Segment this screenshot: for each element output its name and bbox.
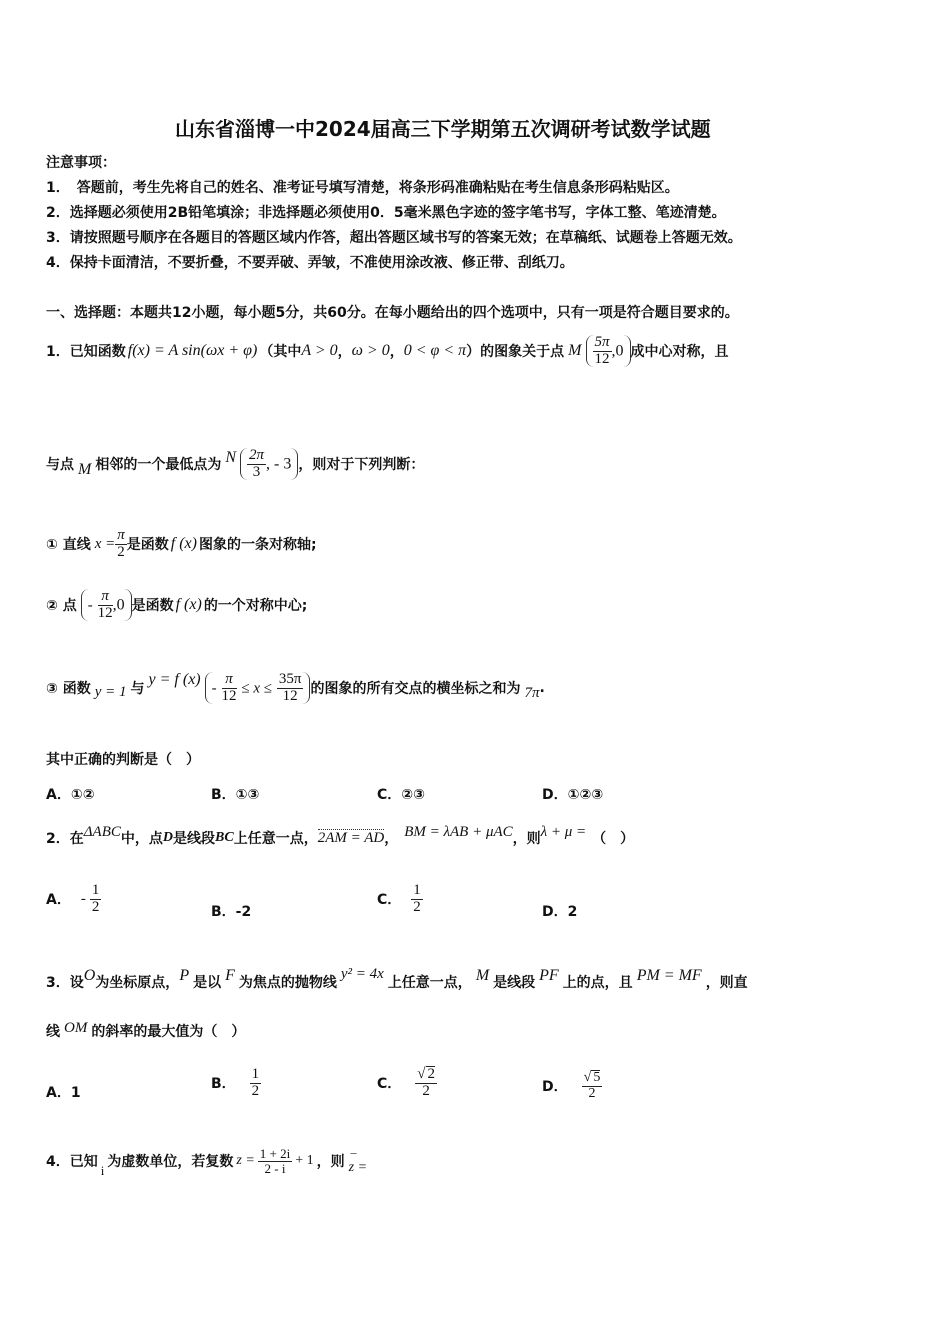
q1-ask: 其中正确的判断是（ ）: [46, 752, 200, 768]
denominator: 12: [221, 687, 237, 704]
q2-number: 2．在: [46, 831, 84, 847]
text: 为焦点的抛物线: [238, 975, 337, 991]
label: A．: [46, 892, 71, 908]
numerator: 35π: [278, 670, 302, 687]
text: 为虚数单位，若复数: [107, 1154, 234, 1170]
text: ，则: [512, 831, 541, 847]
equation: y = 1: [94, 683, 127, 700]
q2-option-c[interactable]: [377, 876, 423, 922]
text: ）的图象关于点: [466, 344, 565, 360]
q4-number: 4．已知: [46, 1154, 98, 1170]
line-om: OM: [64, 1019, 88, 1036]
text: ，: [384, 831, 399, 847]
fraction: [415, 1066, 437, 1100]
fraction: [115, 528, 127, 561]
point-f: F: [225, 967, 235, 984]
fraction: [222, 672, 237, 705]
denominator: 2: [91, 898, 100, 915]
q1-cond-omega: ω > 0: [351, 342, 390, 359]
text: 与: [130, 681, 145, 697]
label: B．: [211, 1076, 236, 1092]
radicand: 5: [593, 1070, 601, 1086]
triangle: ΔABC: [83, 823, 121, 840]
notice-item: 1． 答题前，考生先将自己的姓名、准考证号填写清楚，将条形码准确粘贴在考生信息条形码粘贴区。: [46, 180, 679, 196]
vector-equation-1: 2AM = AD: [317, 830, 385, 846]
q1-statement-3: [46, 664, 545, 712]
text: 的图象的所有交点的横坐标之和为: [310, 681, 521, 697]
text: -: [80, 890, 86, 907]
fraction: [250, 1067, 262, 1100]
point-m: M: [78, 461, 92, 478]
numerator: π: [98, 589, 113, 606]
text: 线: [46, 1024, 60, 1040]
imaginary-unit: i: [100, 1163, 105, 1178]
q4-stem: [46, 1138, 367, 1184]
text: 图象的一条对称轴;: [198, 537, 317, 553]
denominator: 2: [413, 898, 421, 915]
q3-option-a[interactable]: A．1: [46, 1085, 81, 1101]
text: 上的点，且: [562, 975, 633, 991]
numerator: 1: [251, 1065, 260, 1082]
point-n-coords: [240, 448, 298, 481]
text: , - 3: [266, 455, 292, 472]
text: 成中心对称，且: [630, 344, 729, 360]
text: 是线段: [493, 975, 536, 991]
equation: x =: [94, 535, 116, 552]
option-d[interactable]: D．①②③: [542, 787, 604, 803]
text: ，: [389, 344, 404, 360]
fraction: [277, 672, 304, 705]
text: ，则对于下列判断：: [298, 457, 425, 473]
text: 相邻的一个最低点为: [95, 457, 222, 473]
text: （其中: [259, 344, 302, 360]
function: f (x): [175, 596, 202, 613]
sqrt-numerator: √ 5: [583, 1070, 601, 1086]
option-a[interactable]: A．①②: [46, 787, 95, 803]
vector-equation-2: BM = λAB + μAC: [404, 823, 513, 840]
label: C．: [377, 1076, 402, 1092]
fraction: [411, 883, 423, 916]
fraction: [582, 1070, 603, 1101]
point-d: D: [162, 830, 174, 845]
text: ≤ x ≤: [241, 680, 272, 696]
numerator: 2π: [249, 446, 265, 463]
text: 上任意一点，: [233, 831, 318, 847]
notice-item: 2．选择题必须使用2B铅笔填涂；非选择题必须使用0．5毫米黑色字迹的签字笔书写，字体工整、笔迹清楚。: [46, 205, 726, 221]
text: ,0: [112, 596, 125, 613]
segment-bc: BC: [215, 830, 234, 845]
text: -: [87, 597, 93, 613]
q1-statement-1: [46, 522, 317, 566]
denominator: 3: [252, 463, 261, 480]
text: 是以: [193, 975, 222, 991]
q2-stem: [46, 818, 634, 858]
fraction: [98, 589, 113, 622]
q3-stem-line2: [46, 1018, 245, 1044]
numerator: π: [222, 672, 237, 689]
text: 为坐标原点，: [95, 975, 180, 991]
fraction: [247, 448, 266, 481]
point-n: N: [225, 449, 236, 466]
conjugate-z: [348, 1144, 368, 1175]
point-m-coords: [586, 335, 631, 368]
text: ,0: [611, 342, 624, 359]
denominator: 12: [97, 604, 113, 621]
q3-number: 3．设: [46, 975, 84, 991]
bar: –: [350, 1144, 357, 1159]
label: C．: [377, 892, 402, 908]
fraction: [90, 883, 102, 916]
text: ③ 函数: [46, 681, 91, 697]
text: .: [539, 680, 545, 696]
numerator: 1: [91, 881, 100, 898]
point-m: M: [568, 342, 582, 359]
section-heading: 一、选择题：本题共12小题，每小题5分，共60分。在每小题给出的四个选项中，只有一项是符合题目要求的。: [46, 305, 739, 321]
text: ，则: [316, 1154, 345, 1170]
text: ① 直线: [46, 537, 91, 553]
denominator: 2 - i: [264, 1160, 286, 1176]
condition: PM = MF: [636, 967, 702, 984]
point-o: O: [83, 967, 96, 984]
text: 是线段: [173, 831, 216, 847]
q1-stem-line2: [46, 440, 424, 488]
fraction: [258, 1147, 292, 1175]
q1-statement-2: [46, 581, 307, 629]
text: ② 点: [46, 598, 77, 614]
q3-option-d[interactable]: [542, 1062, 602, 1110]
denominator: 2: [251, 1082, 260, 1099]
q1-function: f(x) = A sin(ωx + φ): [127, 342, 258, 359]
text: 是函数: [131, 598, 174, 614]
option-c[interactable]: C．②③: [377, 787, 425, 803]
point-p: P: [179, 967, 190, 984]
q1-stem-line1: [46, 327, 729, 375]
notice-item: 4．保持卡面清洁，不要折叠，不要弄破、弄皱，不准使用涂改液、修正带、刮纸刀。: [46, 255, 574, 271]
q2-option-a[interactable]: [46, 876, 101, 922]
complex-z: z =: [236, 1153, 255, 1168]
fraction: [593, 335, 612, 368]
q3-stem-line1: [46, 962, 748, 1002]
option-b[interactable]: B．①③: [211, 787, 260, 803]
q1-cond-phi: 0 < φ < π: [403, 342, 467, 359]
expression: z =: [348, 1159, 368, 1175]
numerator: 1: [413, 881, 421, 898]
sqrt-numerator: √ 2: [417, 1066, 436, 1083]
coords: [81, 589, 132, 622]
text: 与点: [46, 457, 74, 473]
point-m: M: [475, 967, 490, 984]
text: 是函数: [126, 537, 169, 553]
notice-heading: 注意事项：: [46, 155, 116, 171]
denominator: 2: [588, 1086, 596, 1101]
text: 的一个对称中心;: [203, 598, 308, 614]
function: f (x): [170, 535, 197, 552]
text: -: [211, 680, 217, 696]
parabola-equation: y² = 4x: [340, 965, 384, 982]
radicand: 2: [427, 1066, 436, 1083]
text: （ ）: [592, 831, 635, 847]
denominator: 2: [422, 1083, 430, 1099]
text: 的斜率的最大值为（ ）: [91, 1024, 246, 1040]
q1-cond-a: A > 0: [301, 342, 338, 359]
label: D．: [542, 1079, 568, 1095]
function: y = f (x): [148, 671, 201, 688]
value: 7π: [524, 684, 540, 701]
denominator: 2: [117, 543, 125, 560]
q2-option-b[interactable]: B．-2: [211, 904, 252, 920]
denominator: 12: [282, 687, 298, 704]
numerator: 1 + 2i: [259, 1145, 291, 1161]
text: ，则直: [705, 975, 748, 991]
q2-option-d[interactable]: D．2: [542, 904, 578, 920]
expression: λ + μ =: [540, 823, 587, 840]
q3-option-b[interactable]: [211, 1060, 261, 1106]
domain-interval: [205, 672, 311, 705]
text: + 1: [295, 1153, 314, 1168]
text: ，: [337, 344, 352, 360]
text: 上任意一点，: [387, 975, 472, 991]
notice-item: 3．请按照题号顺序在各题目的答题区域内作答，超出答题区域书写的答案无效；在草稿纸、试题卷上答题无效。: [46, 230, 742, 246]
page-title: 山东省淄博一中2024届高三下学期第五次调研考试数学试题: [175, 117, 711, 141]
denominator: 12: [594, 350, 610, 367]
numerator: 5π: [594, 333, 610, 350]
numerator: π: [117, 526, 125, 543]
q3-option-c[interactable]: [377, 1058, 437, 1108]
segment-pf: PF: [539, 967, 559, 984]
text: 中，点: [120, 831, 163, 847]
q1-number: 1．已知函数: [46, 344, 126, 360]
